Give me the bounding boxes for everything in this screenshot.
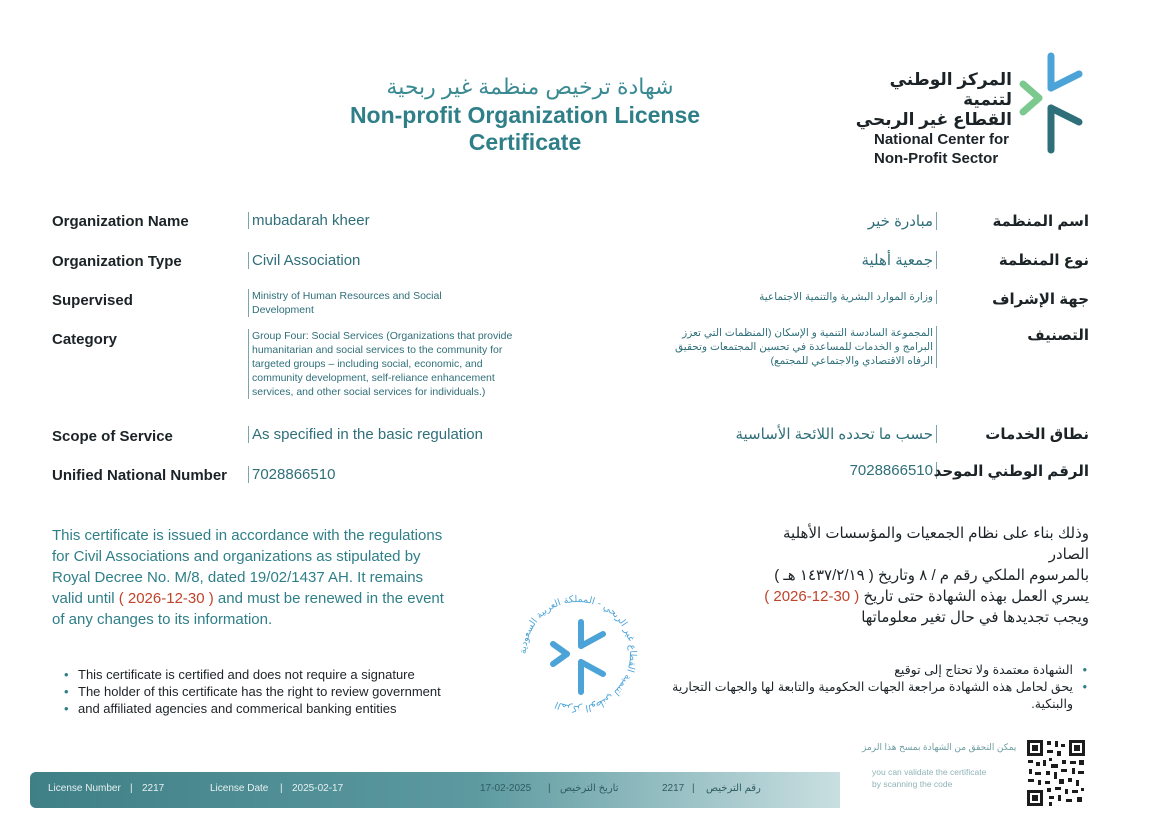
title-arabic: شهادة ترخيص منظمة غير ربحية xyxy=(386,74,674,99)
label-organization-type-ar: نوع المنظمة xyxy=(998,252,1089,269)
license-date-value: 2025-02-17 xyxy=(292,783,344,794)
label-organization-name-ar: اسم المنظمة xyxy=(992,213,1089,230)
logo-english-line-2: Non-Profit Sector xyxy=(874,150,999,167)
logo-arabic-line-2: القطاع غير الربحي xyxy=(855,110,1012,129)
note-ar-item: • يحق لحامل هذه الشهادة مراجعة الجهات الحكومية والتابعة لها والجهات التجارية والبنكية. xyxy=(669,679,1089,713)
license-number-ar-label: رقم الترخيص xyxy=(706,783,761,794)
label-category-ar: التصنيف xyxy=(1027,327,1089,344)
value-supervised-ar: وزارة الموارد البشرية والتنمية الاجتماعية xyxy=(673,290,937,304)
separator: | xyxy=(130,783,133,794)
notes-en xyxy=(62,666,482,717)
verify-note-en-2: by scanning the code xyxy=(872,779,953,789)
verify-note-en-1: you can validate the certificate xyxy=(872,767,987,777)
statement-ar-line-4: ويجب تجديدها في حال تغير معلوماتها xyxy=(861,609,1089,626)
note-en-item: • The holder of this certificate has the right to review government xyxy=(62,683,482,700)
qr-code-icon[interactable] xyxy=(1025,738,1087,808)
value-organization-name-en: mubadarah kheer xyxy=(248,212,370,229)
notes-ar xyxy=(669,662,1089,713)
validity-date-ar: ( 30-12-2026 ) xyxy=(764,588,860,605)
statement-ar-line-3: يسري العمل بهذه الشهادة حتى تاريخ xyxy=(859,588,1089,605)
ncnp-logo-icon xyxy=(1015,48,1087,158)
separator: | xyxy=(548,783,551,794)
statement-ar-line-2: بالمرسوم الملكي رقم م / ٨ وتاريخ ( ١٤٣٧/٢/١٩ هـ ) xyxy=(774,567,1089,584)
separator: | xyxy=(280,783,283,794)
separator: | xyxy=(692,783,695,794)
value-organization-type-ar: جمعية أهلية xyxy=(861,251,937,269)
seal-text: المركز الوطني لتنمية القطاع غير الربحي - المملكة العربية السعودية xyxy=(517,593,639,715)
label-supervised: Supervised xyxy=(52,292,133,309)
statement-ar-line-1: وذلك بناء على نظام الجمعيات والمؤسسات الأهلية الصادر xyxy=(783,525,1089,563)
note-en-continuation: and affiliated agencies and commerical banking entities xyxy=(78,701,397,716)
statement-en-text: This certificate is issued in accordance with the regulations for Civil Associations and organizations as stipulated by Royal Decree No. M/8, dated 19/02/1437 AH. It remains valid until xyxy=(52,527,443,607)
logo-arabic-line-1: المركز الوطني لتنمية xyxy=(889,70,1012,109)
verify-note-ar: يمكن التحقق من الشهادة بمسح هذا الرمز xyxy=(862,742,1017,752)
label-unified-national-number: Unified National Number xyxy=(52,467,228,484)
validity-date-en: ( 2026-12-30 ) xyxy=(118,590,214,607)
license-number-value: 2217 xyxy=(142,783,165,794)
logo-english-line-1: National Center for xyxy=(874,131,1010,148)
value-unified-number-en: 7028866510 xyxy=(248,466,335,483)
note-en-item xyxy=(62,700,482,717)
label-category: Category xyxy=(52,331,118,348)
label-unified-number-ar: الرقم الوطني الموحد xyxy=(933,463,1089,480)
value-scope-en: As specified in the basic regulation xyxy=(248,426,483,443)
value-category-ar: المجموعة السادسة التنمية و الإسكان (المنظمات التي تعزز البرامج و الخدمات للمساعدة في تحسين المجتمعات وتحقيق الرفاه الاقتصادي والاجتماعي للمجتمع) xyxy=(661,326,937,368)
note-ar-item: • الشهادة معتمدة ولا تحتاج إلى توقيع xyxy=(669,662,1089,679)
license-date-label: License Date xyxy=(210,783,269,794)
license-date-ar-value: 17-02-2025 xyxy=(480,783,532,794)
label-scope-ar: نطاق الخدمات xyxy=(985,426,1089,443)
label-organization-type: Organization Type xyxy=(52,253,182,270)
statement-en-text-end: and must be renewed in the event of any changes to its information. xyxy=(52,590,444,628)
note-en-item: • This certificate is certified and does not require a signature xyxy=(62,666,482,683)
license-date-ar-label: تاريخ الترخيص xyxy=(560,783,619,794)
seal-icon xyxy=(513,588,643,720)
value-category-en: Group Four: Social Services (Organizations that provide humanitarian and social services to the community for targeted groups – including social, economic, and community development, self-reliance enhancement services, and other social services for individuals.) xyxy=(248,329,524,399)
label-scope-of-service: Scope of Service xyxy=(52,428,173,445)
label-organization-name: Organization Name xyxy=(52,213,189,230)
value-scope-ar: حسب ما تحدده اللائحة الأساسية xyxy=(735,425,937,443)
validity-statement-en xyxy=(52,525,452,630)
license-number-label: License Number xyxy=(48,783,121,794)
value-organization-type-en: Civil Association xyxy=(248,252,360,269)
label-supervised-ar: جهة الإشراف xyxy=(992,291,1089,308)
license-number-ar-value: 2217 xyxy=(662,783,685,794)
value-supervised-en: Ministry of Human Resources and Social Development xyxy=(248,289,472,317)
title-english: Non-profit Organization License Certificate xyxy=(349,102,701,155)
validity-statement-ar xyxy=(749,523,1089,628)
svg-text:المركز الوطني لتنمية القطاع غي xyxy=(518,594,638,714)
value-organization-name-ar: مبادرة خير xyxy=(868,212,937,230)
logo-text xyxy=(850,70,1012,168)
value-unified-number-ar: 7028866510 xyxy=(850,462,937,479)
license-info-bar xyxy=(30,772,840,808)
